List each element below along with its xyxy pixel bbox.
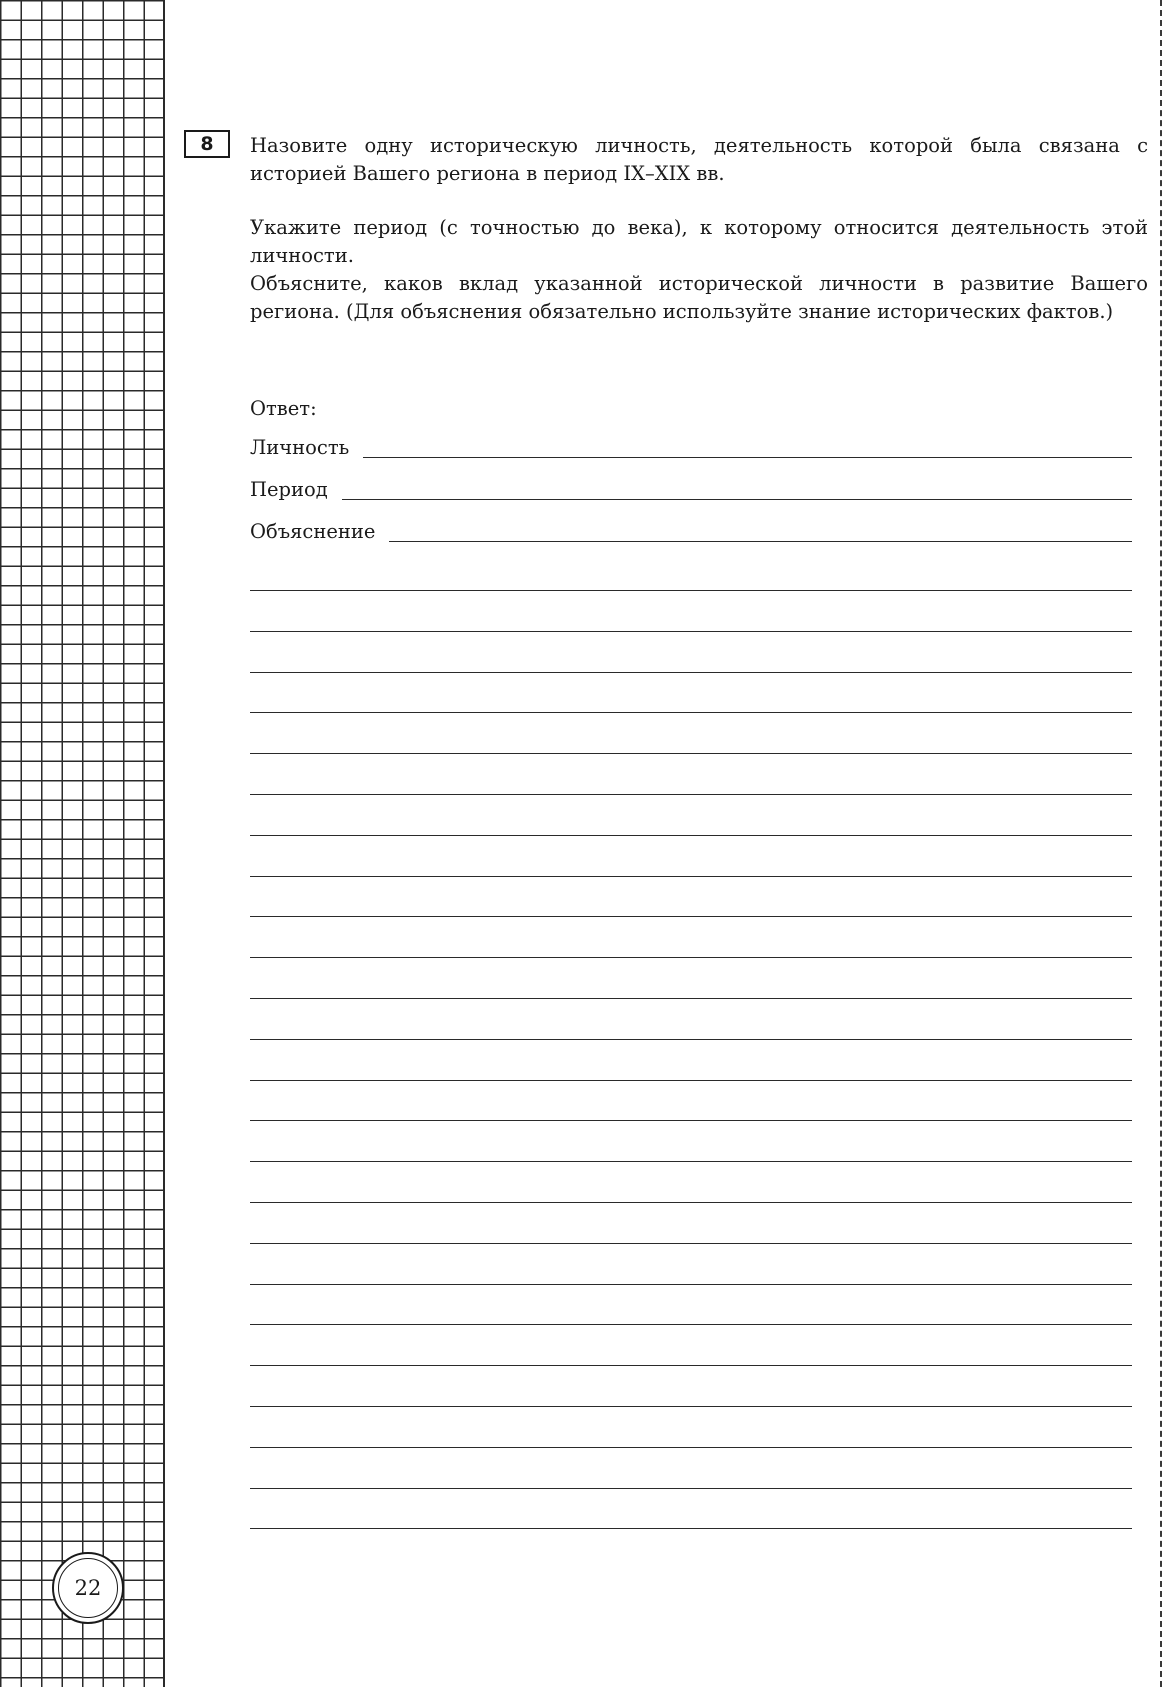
task-text	[250, 132, 1148, 326]
answer-lines[interactable]	[250, 590, 1132, 1569]
field-person-label: Личность	[250, 436, 350, 459]
grid-margin	[0, 0, 165, 1687]
answer-line[interactable]	[250, 1120, 1132, 1121]
task-number-box	[184, 130, 230, 158]
answer-line[interactable]	[250, 835, 1132, 836]
answer-line[interactable]	[250, 916, 1132, 917]
field-period-line[interactable]	[342, 498, 1132, 500]
answer-line[interactable]	[250, 672, 1132, 673]
answer-line[interactable]	[250, 631, 1132, 632]
answer-line[interactable]	[250, 957, 1132, 958]
answer-line[interactable]	[250, 998, 1132, 999]
answer-line[interactable]	[250, 1243, 1132, 1244]
answer-line[interactable]	[250, 1202, 1132, 1203]
field-period-label: Период	[250, 478, 328, 501]
answer-line[interactable]	[250, 1324, 1132, 1325]
answer-line[interactable]	[250, 590, 1132, 591]
answer-line[interactable]	[250, 1447, 1132, 1448]
answer-line[interactable]	[250, 1488, 1132, 1489]
answer-line[interactable]	[250, 794, 1132, 795]
task-question: Назовите одну историческую личность, деятельность которой была связана с историей Вашего региона в период IX–XIX вв.	[250, 134, 1148, 185]
answer-line[interactable]	[250, 1365, 1132, 1366]
answer-line[interactable]	[250, 1039, 1132, 1040]
answer-line[interactable]	[250, 753, 1132, 754]
answer-line[interactable]	[250, 1080, 1132, 1081]
answer-line[interactable]	[250, 1284, 1132, 1285]
field-person[interactable]	[250, 430, 1132, 460]
cut-line	[1160, 0, 1162, 1687]
answer-line[interactable]	[250, 1161, 1132, 1162]
answer-line[interactable]	[250, 712, 1132, 713]
answer-label: Ответ:	[250, 397, 317, 420]
field-person-line[interactable]	[363, 456, 1132, 458]
page-number: 22	[74, 1576, 102, 1600]
page-number-badge	[52, 1552, 124, 1624]
field-explanation[interactable]	[250, 514, 1132, 544]
task-instruction-explain: Объясните, каков вклад указанной исторической личности в развитие Вашего региона. (Для объяснения обязательно используйте знание исторических фактов.)	[250, 272, 1148, 323]
field-explanation-line[interactable]	[389, 540, 1132, 542]
task-number: 8	[200, 133, 214, 155]
task-instruction-period: Укажите период (с точностью до века), к которому относится деятельность этой личности.	[250, 216, 1148, 267]
answer-line[interactable]	[250, 1528, 1132, 1529]
field-period[interactable]	[250, 472, 1132, 502]
answer-line[interactable]	[250, 876, 1132, 877]
field-explanation-label: Объяснение	[250, 520, 376, 543]
answer-line[interactable]	[250, 1406, 1132, 1407]
